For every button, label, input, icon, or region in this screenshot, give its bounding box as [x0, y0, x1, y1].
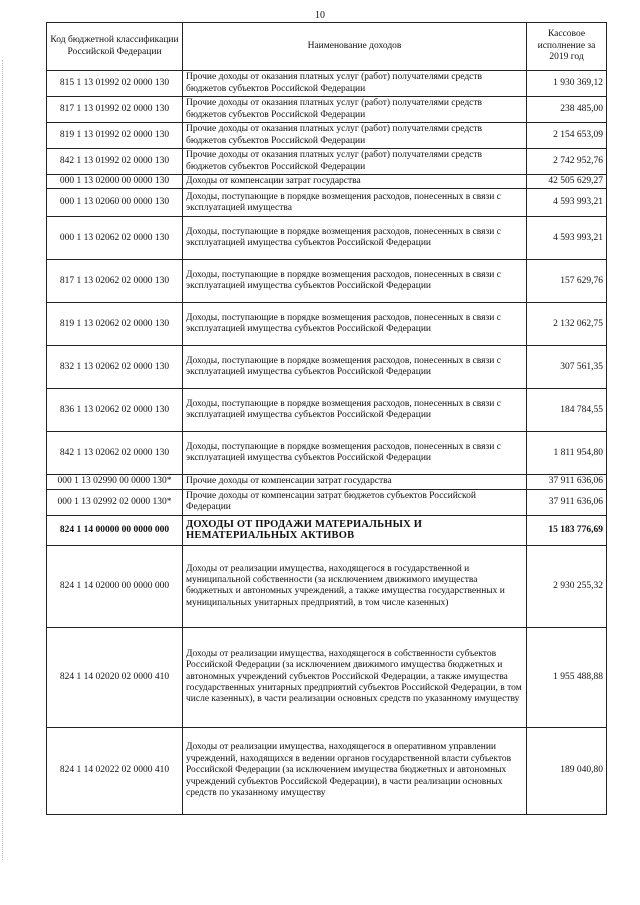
- row-amount: 37 911 636,06: [527, 475, 607, 489]
- table-row: [47, 545, 607, 627]
- table-row: [47, 123, 607, 149]
- row-code: 817 1 13 01992 02 0000 130: [47, 97, 183, 123]
- row-amount: 1 955 488,88: [527, 627, 607, 727]
- row-name: Доходы, поступающие в порядке возмещения расходов, понесенных в связи с эксплуатацией имущества субъектов Российской Федерации: [183, 346, 527, 389]
- row-amount: 37 911 636,06: [527, 489, 607, 515]
- row-name: ДОХОДЫ ОТ ПРОДАЖИ МАТЕРИАЛЬНЫХ И НЕМАТЕРИАЛЬНЫХ АКТИВОВ: [183, 515, 527, 545]
- table-row: [47, 515, 607, 545]
- row-amount: 157 629,76: [527, 260, 607, 303]
- row-name: Прочие доходы от оказания платных услуг (работ) получателями средств бюджетов субъектов Российской Федерации: [183, 149, 527, 175]
- row-name: Прочие доходы от оказания платных услуг (работ) получателями средств бюджетов субъектов Российской Федерации: [183, 71, 527, 97]
- row-code: 842 1 13 01992 02 0000 130: [47, 149, 183, 175]
- row-name: Доходы, поступающие в порядке возмещения расходов, понесенных в связи с эксплуатацией имущества субъектов Российской Федерации: [183, 432, 527, 475]
- table-row: [47, 489, 607, 515]
- row-code: 824 1 14 02000 00 0000 000: [47, 545, 183, 627]
- table-row: [47, 217, 607, 260]
- row-amount: 189 040,80: [527, 727, 607, 814]
- row-code: 819 1 13 01992 02 0000 130: [47, 123, 183, 149]
- row-name: Доходы, поступающие в порядке возмещения расходов, понесенных в связи с эксплуатацией имущества субъектов Российской Федерации: [183, 389, 527, 432]
- row-code: 000 1 13 02992 02 0000 130*: [47, 489, 183, 515]
- row-amount: 2 132 062,75: [527, 303, 607, 346]
- row-name: Доходы от реализации имущества, находящегося в собственности субъектов Российской Федерации (за исключением движимого имущества бюджетных и автономных учреждений субъектов Российской Федерации, а также имущества государственных унитарных предприятий субъектов Российской Федерации, в том числе казенных), в части реализации основных средств по указанному имуществу: [183, 627, 527, 727]
- row-name: Доходы, поступающие в порядке возмещения расходов, понесенных в связи с эксплуатацией имущества: [183, 189, 527, 217]
- table-row: [47, 175, 607, 189]
- row-name: Прочие доходы от оказания платных услуг (работ) получателями средств бюджетов субъектов Российской Федерации: [183, 123, 527, 149]
- row-code: 842 1 13 02062 02 0000 130: [47, 432, 183, 475]
- row-name: Доходы от реализации имущества, находящегося в государственной и муниципальной собственности (за исключением движимого имущества бюджетных и автономных учреждений, а также имущества государственных и муниципальных унитарных предприятий, в том числе казенных): [183, 545, 527, 627]
- table-header-row: [47, 23, 607, 71]
- row-code: 815 1 13 01992 02 0000 130: [47, 71, 183, 97]
- income-table: [46, 22, 607, 815]
- page-number: 10: [315, 10, 325, 21]
- table-row: [47, 149, 607, 175]
- row-amount: 2 742 952,76: [527, 149, 607, 175]
- row-name: Доходы, поступающие в порядке возмещения расходов, понесенных в связи с эксплуатацией имущества субъектов Российской Федерации: [183, 217, 527, 260]
- row-amount: 1 811 954,80: [527, 432, 607, 475]
- row-code: 000 1 13 02062 02 0000 130: [47, 217, 183, 260]
- row-code: 819 1 13 02062 02 0000 130: [47, 303, 183, 346]
- row-amount: 42 505 629,27: [527, 175, 607, 189]
- row-amount: 4 593 993,21: [527, 217, 607, 260]
- row-code: 832 1 13 02062 02 0000 130: [47, 346, 183, 389]
- row-amount: 2 930 255,32: [527, 545, 607, 627]
- table-row: [47, 389, 607, 432]
- row-name: Доходы от реализации имущества, находящегося в оперативном управлении учреждений, находящихся в ведении органов государственной власти субъектов Российской Федерации (за исключением имущества бюджетных и автономных учреждений субъектов Российской Федерации), в части реализации основных средств по указанному имуществу: [183, 727, 527, 814]
- row-code: 824 1 14 00000 00 0000 000: [47, 515, 183, 545]
- row-code: 000 1 13 02060 00 0000 130: [47, 189, 183, 217]
- table-row: [47, 71, 607, 97]
- table-row: [47, 475, 607, 489]
- row-name: Прочие доходы от компенсации затрат государства: [183, 475, 527, 489]
- header-name: Наименование доходов: [183, 23, 527, 71]
- header-amount: Кассовое исполнение за 2019 год: [527, 23, 607, 71]
- row-code: 836 1 13 02062 02 0000 130: [47, 389, 183, 432]
- row-code: 817 1 13 02062 02 0000 130: [47, 260, 183, 303]
- row-amount: 2 154 653,09: [527, 123, 607, 149]
- row-amount: 1 930 369,12: [527, 71, 607, 97]
- row-name: Доходы от компенсации затрат государства: [183, 175, 527, 189]
- table-row: [47, 432, 607, 475]
- row-name: Прочие доходы от оказания платных услуг (работ) получателями средств бюджетов субъектов Российской Федерации: [183, 97, 527, 123]
- table-row: [47, 346, 607, 389]
- table-row: [47, 303, 607, 346]
- row-code: 000 1 13 02000 00 0000 130: [47, 175, 183, 189]
- row-amount: 307 561,35: [527, 346, 607, 389]
- table-row: [47, 97, 607, 123]
- table-row: [47, 627, 607, 727]
- row-name: Прочие доходы от компенсации затрат бюджетов субъектов Российской Федерации: [183, 489, 527, 515]
- scan-edge-marks: [2, 60, 3, 860]
- table-row: [47, 260, 607, 303]
- table-row: [47, 727, 607, 814]
- table-row: [47, 189, 607, 217]
- row-name: Доходы, поступающие в порядке возмещения расходов, понесенных в связи с эксплуатацией имущества субъектов Российской Федерации: [183, 260, 527, 303]
- row-code: 824 1 14 02020 02 0000 410: [47, 627, 183, 727]
- row-name: Доходы, поступающие в порядке возмещения расходов, понесенных в связи с эксплуатацией имущества субъектов Российской Федерации: [183, 303, 527, 346]
- row-code: 000 1 13 02990 00 0000 130*: [47, 475, 183, 489]
- row-amount: 238 485,00: [527, 97, 607, 123]
- row-amount: 184 784,55: [527, 389, 607, 432]
- row-amount: 15 183 776,69: [527, 515, 607, 545]
- header-code: Код бюджетной классификации Российской Федерации: [47, 23, 183, 71]
- row-amount: 4 593 993,21: [527, 189, 607, 217]
- row-code: 824 1 14 02022 02 0000 410: [47, 727, 183, 814]
